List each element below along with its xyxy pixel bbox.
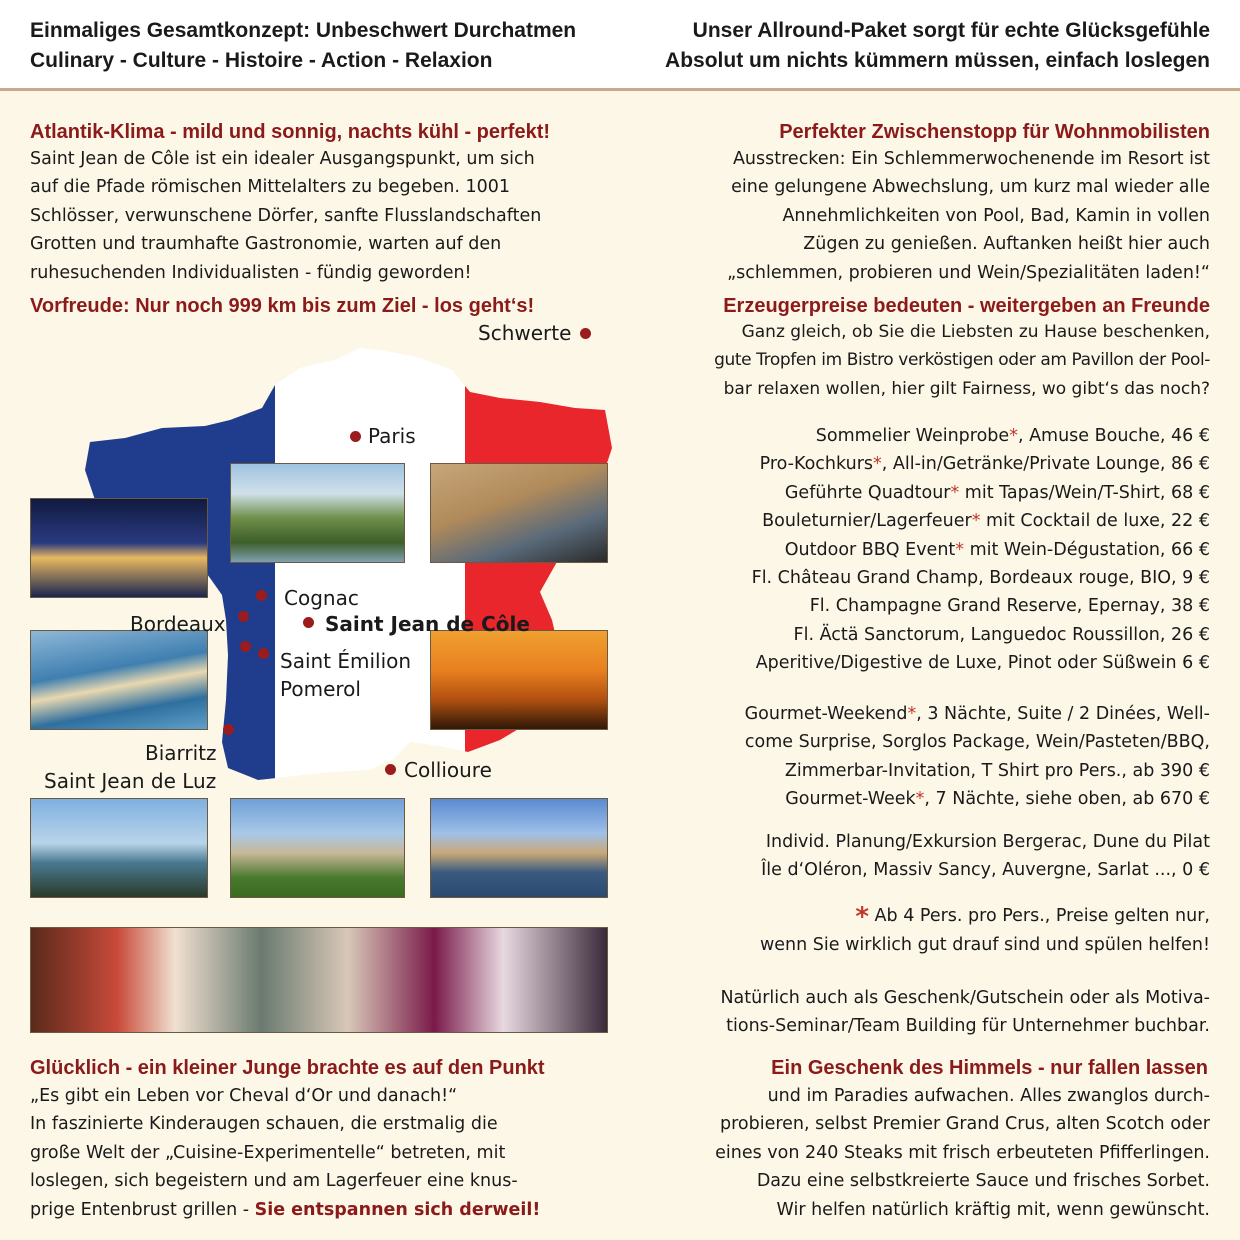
gourmet-line: Gourmet-Week*, 7 Nächte, siehe oben, ab 670 € [785,789,1210,810]
prices-line: bar relaxen wollen, hier gilt Fairness, wo gibt‘s das noch? [723,378,1210,399]
city-cognac: Cognac [284,586,359,610]
stop-line: eine gelungene Abwechslung, um kurz mal wieder alle [731,177,1210,198]
offer-item: Geführte Quadtour* mit Tapas/Wein/T-Shirt, 68 € [784,482,1210,503]
city-dot-paris [350,431,361,442]
city-dot-saint-emilion [240,641,251,652]
heaven-line: Dazu eine selbstkreierte Sauce und frisches Sorbet. [756,1171,1210,1192]
france-map [0,321,620,1030]
map-title: Vorfreude: Nur noch 999 km bis zum Ziel - los geht‘s! [30,295,535,317]
offer-item: Sommelier Weinprobe*, Amuse Bouche, 46 € [815,426,1210,446]
stop-line: „schlemmen, probieren und Wein/Spezialitäten laden!“ [727,262,1210,283]
happy-line: große Welt der „Cuisine-Experimentelle“ betreten, mit [30,1142,506,1163]
heaven-line: Wir helfen natürlich kräftig mit, wenn gewünscht. [776,1199,1210,1220]
header-divider [0,88,1240,91]
gourmet-line: come Surprise, Sorglos Package, Wein/Pasteten/BBQ, [744,732,1210,753]
photo-village [430,463,608,563]
happy-emphasis: Sie entspannen sich derweil! [254,1199,541,1220]
header-left [30,16,576,76]
city-dot-cognac [256,590,267,601]
individual-line: Individ. Planung/Exkursion Bergerac, Dune du Pilat [765,832,1210,852]
city-dot-bordeaux [238,611,249,622]
heaven-text [715,1082,1210,1224]
footnote-line: wenn Sie wirklich gut drauf sind und spülen helfen! [759,935,1210,956]
city-schwerte: Schwerte [478,321,572,345]
city-paris: Paris [368,424,416,448]
individual-planning [761,828,1210,885]
city-saint-emilion: Saint Émilion [280,649,412,673]
photo-chateau [230,798,405,898]
stop-line: Zügen zu genießen. Auftanken heißt hier auch [803,234,1210,255]
stop-title: Perfekter Zwischenstopp für Wohnmobilisten [779,121,1210,143]
photo-biarritz [30,798,208,898]
heaven-line: eines von 240 Steaks mit frisch erbeuteten Pfifferlingen. [715,1142,1210,1163]
happy-line: In faszinierte Kinderaugen schauen, die erstmalig die [30,1114,498,1135]
footnote-star: * [855,902,869,932]
header-right [665,16,1210,76]
city-pomerol: Pomerol [280,677,361,701]
photo-dune-pilat [30,630,208,730]
happy-line: loslegen, sich begeistern und am Lagerfeuer eine knus- [30,1171,518,1192]
offer-item: Fl. Äctä Sanctorum, Languedoc Roussillon, 26 € [793,624,1210,645]
city-saint-jean-de-cole: Saint Jean de Côle [325,612,530,636]
offer-item: Pro-Kochkurs*, All-in/Getränke/Private Lounge, 86 € [759,454,1210,475]
prices-text [714,318,1210,403]
stop-line: Annehmlichkeiten von Pool, Bad, Kamin in vollen [782,205,1210,226]
happy-title: Glücklich - ein kleiner Junge brachte es auf den Punkt [30,1057,545,1079]
climate-line: Saint Jean de Côle ist ein idealer Ausgangspunkt, um sich [30,149,535,169]
prices-line: gute Tropfen im Bistro verköstigen oder am Pavillon der Pool- [714,350,1210,371]
happy-line: „Es gibt ein Leben vor Cheval d‘Or und danach!“ [30,1086,458,1106]
photo-cite-du-vin-banner [30,927,608,1033]
prices-line: Ganz gleich, ob Sie die Liebsten zu Hause beschenken, [741,322,1210,342]
city-dot-collioure [385,764,396,775]
city-collioure: Collioure [404,758,492,782]
offer-item: Bouleturnier/Lagerfeuer* mit Cocktail de luxe, 22 € [762,511,1210,532]
city-dot-pomerol [258,648,269,659]
header-right-line2: Absolut um nichts kümmern müssen, einfach loslegen [665,49,1210,72]
climate-text [30,145,541,287]
offer-item: Aperitive/Digestive de Luxe, Pinot oder Süßwein 6 € [755,653,1210,674]
city-dot-saint-jean-de-cole [303,617,314,628]
individual-line: Île d‘Oléron, Massiv Sancy, Auvergne, Sarlat ..., 0 € [761,860,1210,881]
offer-item: Outdoor BBQ Event* mit Wein-Dégustation, 66 € [784,539,1210,560]
heaven-title: Ein Geschenk des Himmels - nur fallen lassen [771,1057,1208,1079]
gift-line: Natürlich auch als Geschenk/Gutschein oder als Motiva- [720,988,1210,1008]
city-bordeaux: Bordeaux [130,612,226,636]
happy-text [30,1082,540,1224]
city-saint-jean-de-luz: Saint Jean de Luz [44,769,217,793]
city-dot-biarritz [223,724,234,735]
photo-sunset-couple [430,630,608,730]
gourmet-offers [745,700,1210,814]
happy-line-last: prige Entenbrust grillen - Sie entspannen sich derweil! [30,1199,541,1220]
offer-item: Fl. Château Grand Champ, Bordeaux rouge, BIO, 9 € [751,568,1210,589]
gourmet-line: Gourmet-Weekend*, 3 Nächte, Suite / 2 Dinées, Well- [744,704,1210,724]
gift-line: tions-Seminar/Team Building für Unternehmer buchbar. [726,1016,1210,1037]
stop-line: Ausstrecken: Ein Schlemmerwochenende im Resort ist [732,149,1210,169]
photo-bordeaux-night [30,498,208,598]
page-header [0,0,1240,88]
climate-line: ruhesuchenden Individualisten - fündig geworden! [30,262,472,283]
offer-item: Fl. Champagne Grand Reserve, Epernay, 38 € [809,596,1210,617]
climate-line: Schlösser, verwunschene Dörfer, sanfte Flusslandschaften [30,205,542,226]
prices-title: Erzeugerpreise bedeuten - weitergeben an Freunde [723,295,1210,317]
climate-line: auf die Pfade römischen Mittelalters zu begeben. 1001 [30,177,511,198]
gift-voucher-text [720,984,1210,1041]
heaven-line: und im Paradies aufwachen. Alles zwanglos durch- [767,1086,1210,1106]
gourmet-line: Zimmerbar-Invitation, T Shirt pro Pers., ab 390 € [784,760,1210,781]
photo-brantome [230,463,405,563]
stop-text [727,145,1210,287]
photo-perigueux [430,798,608,898]
footnote [760,902,1210,960]
footnote-line: * Ab 4 Pers. pro Pers., Preise gelten nur, [855,902,1210,932]
climate-line: Grotten und traumhafte Gastronomie, warten auf den [30,234,502,255]
header-left-line2: Culinary - Culture - Histoire - Action - Relaxion [30,49,493,72]
city-biarritz: Biarritz [145,741,217,765]
header-right-line1: Unser Allround-Paket sorgt für echte Glücksgefühle [692,19,1210,42]
city-dot-schwerte [580,328,591,339]
header-left-line1: Einmaliges Gesamtkonzept: Unbeschwert Durchatmen [30,19,577,42]
heaven-line: probieren, selbst Premier Grand Crus, alten Scotch oder [719,1114,1210,1135]
offer-list [752,422,1210,678]
climate-title: Atlantik-Klima - mild und sonnig, nachts kühl - perfekt! [30,121,551,143]
